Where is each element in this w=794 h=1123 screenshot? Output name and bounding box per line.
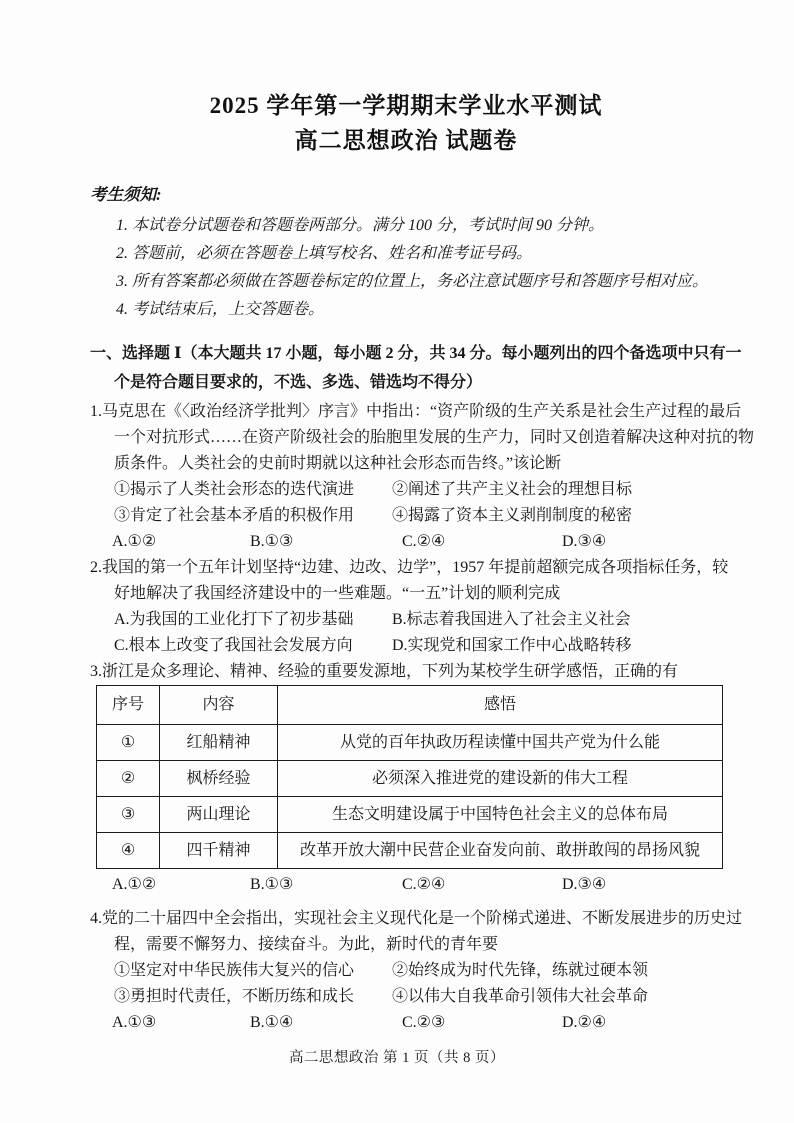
section-heading-line2: 个是符合题目要求的，不选、多选、错选均不得分） bbox=[114, 373, 483, 391]
question-2-stem-line1: 2.我国的第一个五年计划坚持“边建、边改、边学”，1957 年提前超额完成各项指标任务，较 bbox=[90, 559, 729, 576]
q3-col-header-insight: 感悟 bbox=[278, 686, 723, 725]
question-2-choices-row2 bbox=[90, 633, 722, 659]
notice-item-3: 3. 所有答案都必须做在答题卷标定的位置上，务必注意试题序号和答题序号相对应。 bbox=[116, 273, 709, 290]
question-1-statements-row2 bbox=[90, 503, 722, 529]
section-heading bbox=[90, 340, 742, 397]
choice-b: B.标志着我国进入了社会主义社会 bbox=[392, 611, 631, 628]
statement-1: ①坚定对中华民族伟大复兴的信心 bbox=[114, 962, 355, 979]
question-3 bbox=[90, 659, 722, 898]
question-4 bbox=[90, 906, 743, 1036]
question-1-stem-line1: 1.马克思在《〈政治经济学批判〉序言》中指出：“资产阶级的生产关系是社会生产过程的最后 bbox=[90, 403, 742, 420]
choice-d: D.实现党和国家工作中心战略转移 bbox=[392, 637, 632, 654]
question-4-stem-line2: 程，需要不懈努力、接续奋斗。为此，新时代的青年要 bbox=[114, 936, 499, 953]
question-3-stem-line1: 3.浙江是众多理论、精神、经验的重要发源地，下列为某校学生研学感悟，正确的有 bbox=[90, 663, 679, 680]
question-1-choices bbox=[90, 529, 722, 555]
row-content: 两山理论 bbox=[160, 797, 278, 833]
question-2 bbox=[90, 555, 729, 659]
question-3-choices bbox=[90, 872, 722, 898]
notice-items bbox=[90, 212, 722, 324]
row-index: ④ bbox=[97, 833, 160, 869]
question-2-stem-line2: 好地解决了我国经济建设中的一些难题。“一五”计划的顺利完成 bbox=[114, 585, 561, 602]
choice-b: B.①④ bbox=[250, 1014, 294, 1031]
page-footer: 高二思想政治 第 1 页（共 8 页） bbox=[288, 1050, 506, 1066]
statement-2: ②阐述了共产主义社会的理想目标 bbox=[392, 481, 633, 498]
statement-4: ④揭露了资本主义剥削制度的秘密 bbox=[392, 507, 633, 524]
q3-table bbox=[96, 685, 723, 869]
statement-4: ④以伟大自我革命引领伟大社会革命 bbox=[392, 988, 649, 1005]
table-row bbox=[97, 797, 723, 833]
question-1 bbox=[90, 399, 755, 555]
choice-c: C.②④ bbox=[402, 876, 446, 893]
table-row bbox=[97, 725, 723, 761]
page-title-line2: 高二思想政治 试题卷 bbox=[294, 128, 518, 153]
row-content: 红船精神 bbox=[160, 725, 278, 761]
choice-b: B.①③ bbox=[250, 533, 294, 550]
choice-a: A.①② bbox=[112, 876, 157, 893]
row-insight: 生态文明建设属于中国特色社会主义的总体布局 bbox=[278, 797, 723, 833]
title-block bbox=[90, 88, 722, 158]
question-1-stem-line2: 一个对抗形式……在资产阶级社会的胎胞里发展的生产力，同时又创造着解决这种对抗的物 bbox=[114, 429, 755, 446]
question-2-choices-row1 bbox=[90, 607, 722, 633]
choice-c: C.②④ bbox=[402, 533, 446, 550]
table-row bbox=[97, 833, 723, 869]
notice-item-1: 1. 本试卷分试题卷和答题卷两部分。满分 100 分，考试时间 90 分钟。 bbox=[116, 217, 605, 234]
choice-a: A.①③ bbox=[112, 1014, 157, 1031]
row-insight: 必须深入推进党的建设新的伟大工程 bbox=[278, 761, 723, 797]
notice-heading: 考生须知: bbox=[90, 185, 162, 204]
notice-item-2: 2. 答题前，必须在答题卷上填写校名、姓名和准考证号码。 bbox=[116, 245, 533, 262]
q3-col-header-content: 内容 bbox=[160, 686, 278, 725]
row-insight: 从党的百年执政历程读懂中国共产党为什么能 bbox=[278, 725, 723, 761]
row-index: ② bbox=[97, 761, 160, 797]
row-content: 四千精神 bbox=[160, 833, 278, 869]
choice-b: B.①③ bbox=[250, 876, 294, 893]
statement-1: ①揭示了人类社会形态的迭代演进 bbox=[114, 481, 355, 498]
question-4-statements-row2 bbox=[90, 984, 722, 1010]
section-heading-line1: 一、选择题 Ⅰ（本大题共 17 小题，每小题 2 分，共 34 分。每小题列出的四个备选项中只有一 bbox=[90, 345, 742, 362]
statement-3: ③勇担时代责任，不断历练和成长 bbox=[114, 988, 355, 1005]
question-4-stem-line1: 4.党的二十届四中全会指出，实现社会主义现代化是一个阶梯式递进、不断发展进步的历史过 bbox=[90, 910, 743, 927]
choice-a: A.为我国的工业化打下了初步基础 bbox=[114, 611, 354, 628]
row-insight: 改革开放大潮中民营企业奋发向前、敢拼敢闯的昂扬风貌 bbox=[278, 833, 723, 869]
row-index: ① bbox=[97, 725, 160, 761]
statement-3: ③肯定了社会基本矛盾的积极作用 bbox=[114, 507, 355, 524]
q3-col-header-index: 序号 bbox=[97, 686, 160, 725]
choice-c: C.根本上改变了我国社会发展方向 bbox=[114, 637, 353, 654]
question-4-statements-row1 bbox=[90, 958, 722, 984]
table-row bbox=[97, 761, 723, 797]
choice-d: D.②④ bbox=[562, 1014, 607, 1031]
question-1-stem-line3: 质条件。人类社会的史前时期就以这种社会形态而告终。”该论断 bbox=[114, 455, 562, 472]
choice-d: D.③④ bbox=[562, 533, 607, 550]
choice-a: A.①② bbox=[112, 533, 157, 550]
candidate-notice bbox=[90, 184, 722, 324]
notice-item-4: 4. 考试结束后，上交答题卷。 bbox=[116, 301, 325, 318]
question-1-statements-row1 bbox=[90, 477, 722, 503]
choice-d: D.③④ bbox=[562, 876, 607, 893]
q3-table-header-row bbox=[97, 686, 723, 725]
row-index: ③ bbox=[97, 797, 160, 833]
question-4-choices bbox=[90, 1010, 722, 1036]
choice-c: C.②③ bbox=[402, 1014, 446, 1031]
row-content: 枫桥经验 bbox=[160, 761, 278, 797]
statement-2: ②始终成为时代先锋，练就过硬本领 bbox=[392, 962, 649, 979]
page-title-line1: 2025 学年第一学期期末学业水平测试 bbox=[209, 93, 603, 118]
